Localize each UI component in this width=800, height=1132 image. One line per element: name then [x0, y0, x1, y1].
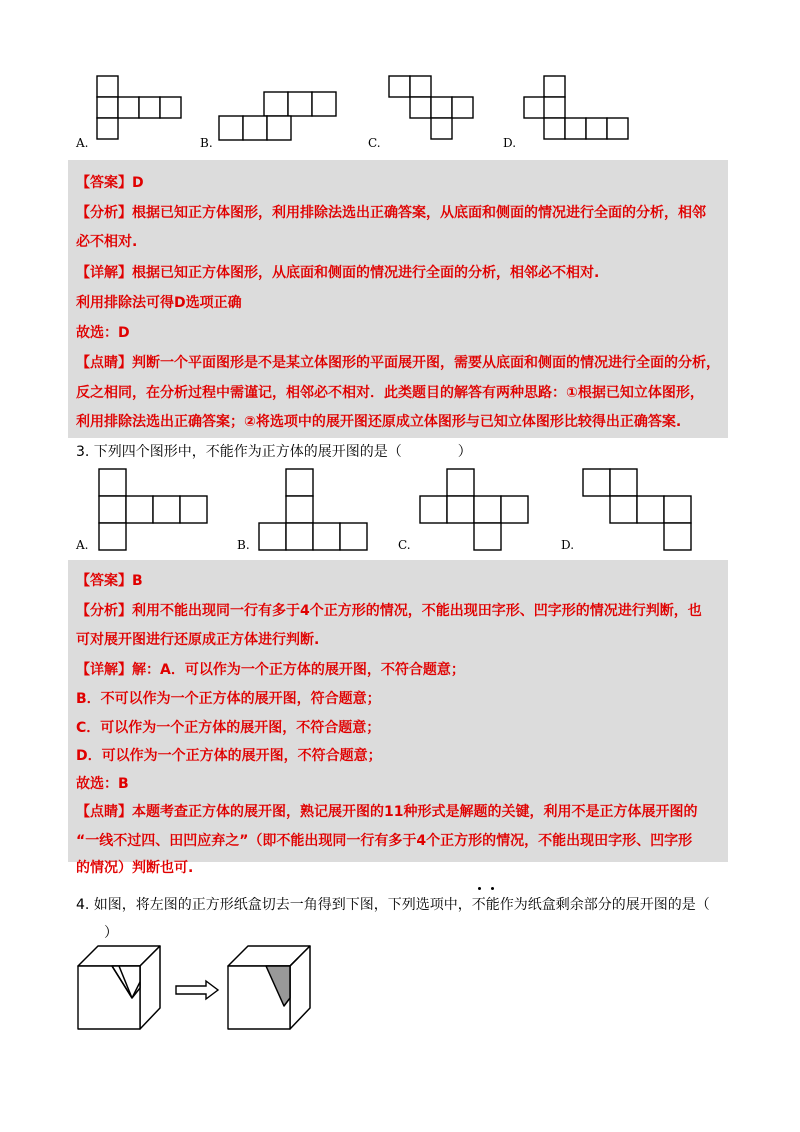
q3-option-a-figure — [95, 466, 210, 550]
comment-text: 判断一个平面图形是不是某立体图形的平面展开图，需要从底面和侧面的情况进行全面的分析， — [132, 355, 720, 371]
emphasis-dot — [491, 887, 494, 890]
q3-option-d-label: D. — [561, 538, 575, 552]
q2-option-d-label: D. — [503, 136, 517, 150]
analysis-tag: 【分析】 — [76, 603, 132, 619]
q2-choose-line: 故选：D — [76, 325, 130, 341]
q2-comment-line-1 — [76, 352, 720, 372]
comment-text: 本题考查正方体的展开图，熟记展开图的11种形式是解题的关键，利用不是正方体展开图的 — [132, 804, 698, 820]
answer-tag: 【答案】 — [76, 573, 132, 589]
arrow-icon — [176, 981, 218, 999]
q3-analysis-line-2: 可对展开图进行还原成正方体进行判断. — [76, 632, 320, 648]
answer-tag: 【答案】 — [76, 175, 132, 191]
detail-text: 根据已知正方体图形，从底面和侧面的情况进行全面的分析，相邻必不相对. — [132, 265, 600, 281]
q3-option-c-figure — [417, 466, 529, 550]
q4-stem-line-1: 4. 如图，将左图的正方形纸盒切去一角得到下图，下列选项中，不能作为纸盒剩余部分的展开图的是（ — [76, 897, 710, 913]
q2-option-b-figure — [215, 88, 345, 140]
analysis-tag: 【分析】 — [76, 205, 132, 221]
detail-tag: 【详解】 — [76, 662, 132, 678]
q3-option-c-label: C. — [398, 538, 411, 552]
q2-option-c-label: C. — [368, 136, 381, 150]
q2-comment-line-3: 利用排除法选出正确答案；②将选项中的展开图还原成立体图形与已知立体图形比较得出正确答案. — [76, 414, 682, 430]
q2-comment-line-2: 反之相同，在分析过程中需谨记，相邻必不相对．此类题目的解答有两种思路：①根据已知立体图形， — [76, 385, 704, 401]
q3-choose-line: 故选：B — [76, 776, 129, 792]
q2-analysis-line-2: 必不相对. — [76, 234, 138, 250]
q4-stem-line-2: ） — [76, 925, 118, 941]
q2-detail-line-1 — [76, 262, 599, 282]
q2-detail-line-2: 利用排除法可得D选项正确 — [76, 295, 242, 311]
analysis-text: 根据已知正方体图形，利用排除法选出正确答案，从底面和侧面的情况进行全面的分析，相邻 — [132, 205, 706, 221]
q2-option-a-figure — [90, 70, 190, 140]
analysis-text: 利用不能出现同一行有多于4个正方形的情况，不能出现田字形、凹字形的情况进行判断，也 — [132, 603, 702, 619]
emphasis-dot — [478, 887, 481, 890]
answer-value: B — [132, 573, 143, 589]
q3-detail-line-4: D．可以作为一个正方体的展开图，不符合题意； — [76, 748, 382, 764]
q3-detail-line-1 — [76, 659, 465, 679]
q2-option-a-label: A. — [76, 136, 89, 150]
q2-answer-line — [76, 172, 144, 192]
q3-answer-line — [76, 570, 143, 590]
q2-option-b-label: B. — [200, 136, 213, 150]
cut-cube — [228, 946, 310, 1029]
q3-comment-line-3: 的情况）判断也可. — [76, 860, 194, 876]
q3-detail-line-2: B．不可以作为一个正方体的展开图，符合题意； — [76, 691, 381, 707]
q3-option-d-figure — [580, 466, 692, 550]
detail-text: 解：A．可以作为一个正方体的展开图，不符合题意； — [132, 662, 465, 678]
answer-value: D — [132, 175, 144, 191]
q3-detail-line-3: C．可以作为一个正方体的展开图，不符合题意； — [76, 720, 381, 736]
q2-option-d-figure — [520, 72, 630, 142]
comment-tag: 【点睛】 — [76, 804, 132, 820]
q4-cube-figure — [72, 940, 332, 1034]
q3-stem: 3. 下列四个图形中，不能作为正方体的展开图的是（ ） — [76, 444, 472, 460]
q2-option-c-figure — [385, 72, 475, 142]
q3-comment-line-2: “一线不过四、田凹应弃之”（即不能出现同一行有多于4个正方形的情况，不能出现田字形、凹字形 — [76, 833, 693, 849]
q3-option-b-label: B. — [237, 538, 250, 552]
q3-option-a-label: A. — [76, 538, 89, 552]
original-cube — [78, 946, 160, 1029]
q2-analysis-line-1 — [76, 202, 706, 222]
comment-tag: 【点睛】 — [76, 355, 132, 371]
q3-option-b-figure — [256, 466, 368, 550]
q3-analysis-line-1 — [76, 600, 702, 620]
detail-tag: 【详解】 — [76, 265, 132, 281]
q3-comment-line-1 — [76, 801, 697, 821]
